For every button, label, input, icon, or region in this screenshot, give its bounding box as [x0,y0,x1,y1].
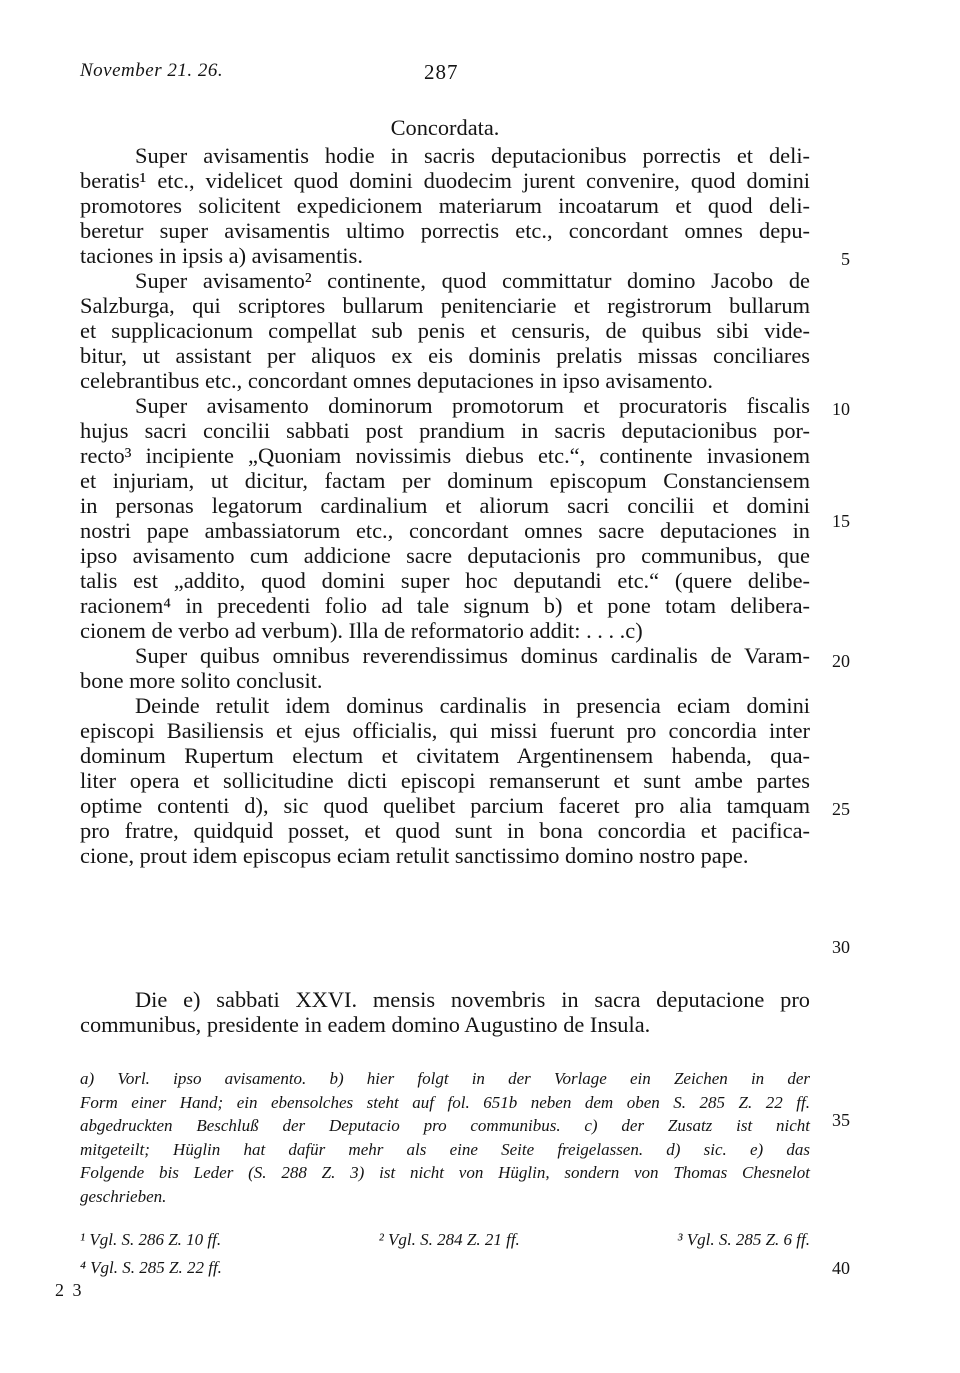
reference-note: ⁴ Vgl. S. 285 Z. 22 ff. [80,1258,222,1277]
text-line: optime contenti d), sic quod quelibet parcium faceret pro alia tamquam [80,793,810,818]
line-number: 5 [841,249,850,269]
line-number: 40 [832,1258,850,1278]
text-line: Salzburga, qui scriptores bullarum penitenciarie et registrorum bullarum [80,293,810,318]
text-line: bitur, ut assistant per aliquos ex eis dominis prelatis missas conciliares [80,343,810,368]
text-line: ipso avisamento cum addicione sacre deputacionis pro communibus, que [80,543,810,568]
text-line: et supplicacionum compellat sub penis et censuris, de quibus sibi vide- [80,318,810,343]
footnote-line: mitgeteilt; Hüglin hat dafür mehr als eine Seite freigelassen. d) sic. e) das [80,1139,810,1159]
session-line: communibus, presidente in eadem domino Augustino de Insula. [80,1012,651,1037]
text-line: nostri pape ambassiatorum etc., concordant omnes sacre deputaciones in [80,518,810,543]
printer-signature-mark: 2 3 [55,1280,84,1300]
text-line: bone more solito conclusit. [80,668,323,693]
text-line: racionem⁴ in precedenti folio ad tale signum b) et pone totam delibera- [80,593,810,618]
footnote-line: Folgende bis Leder (S. 288 Z. 3) ist nicht von Hüglin, sondern von Thomas Chesnelot [80,1163,810,1182]
line-number: 25 [832,799,850,819]
line-number: 30 [832,937,850,957]
footnote-line: a) Vorl. ipso avisamento. b) hier folgt in der Vorlage ein Zeichen in der [80,1069,810,1088]
footnote-line: Form einer Hand; ein ebensolches steht auf fol. 651b neben dem oben S. 285 Z. 22 ff. [80,1092,810,1112]
text-line: cionem de verbo ad verbum). Illa de reformatorio addit: . . . .c) [80,618,643,643]
source-references [80,1226,810,1282]
line-number: 20 [832,651,850,671]
text-line: dominum Rupertum electum et civitatem Argentinensem habenda, qua- [80,743,810,768]
text-line: pro fratre, quidquid posset, et quod sunt in bona concordia et pacifica- [80,818,810,843]
reference-note: ² Vgl. S. 284 Z. 21 ff. [378,1230,520,1249]
text-line: Super quibus omnibus reverendissimus dominus cardinalis de Varam- [135,643,810,668]
reference-note: ¹ Vgl. S. 286 Z. 10 ff. [80,1230,222,1249]
main-text [80,143,810,868]
text-line: et injuriam, ut dicitur, factam per dominum episcopum Constanciensem [80,468,810,493]
section-heading: Concordata. [390,115,500,140]
reference-row [80,1226,810,1254]
text-line: celebrantibus etc., concordant omnes deputaciones in ipso avisamento. [80,368,713,393]
running-header-date: November 21. 26. [80,60,224,81]
line-number: 35 [832,1110,850,1130]
session-paragraph [80,987,810,1037]
critical-footnotes [80,1067,810,1208]
text-line: taciones in ipsis a) avisamentis. [80,243,363,268]
text-line: liter opera et sollicitudine dicti episcopi remanserunt et sunt ambe partes [80,768,810,793]
reference-row [80,1254,810,1282]
text-line: Super avisamentis hodie in sacris deputacionibus porrectis et deli- [135,143,810,168]
text-line: beretur super avisamentis ultimo porrectis etc., concordant omnes depu- [80,218,810,243]
text-line: recto³ incipiente „Quoniam novissimis diebus etc.“, continente invasionem [80,443,810,468]
footnote-line: abgedruckten Beschluß der Deputacio pro communibus. c) der Zusatz ist nicht [80,1116,810,1135]
footnote-line: geschrieben. [80,1186,167,1206]
text-line: cione, prout idem episcopus eciam retulit sanctissimo domino nostro pape. [80,843,749,868]
reference-note: ³ Vgl. S. 285 Z. 6 ff. [677,1230,810,1249]
text-line: in personas legatorum cardinalium et aliorum sacri concilii et domini [80,493,810,518]
text-line: Super avisamento² continente, quod committatur domino Jacobo de [135,268,810,293]
session-line: Die e) sabbati XXVI. mensis novembris in sacra deputacione pro [135,987,810,1012]
text-line: Deinde retulit idem dominus cardinalis in presencia eciam domini [135,693,810,718]
text-line: hujus sacri concilii sabbati post prandium in sacris deputacionibus por- [80,418,810,443]
text-line: Super avisamento dominorum promotorum et procuratoris fiscalis [135,393,810,418]
text-line: promotores solicitent expedicionem materiarum incoatarum et quod deli- [80,193,810,218]
line-number: 15 [832,511,850,531]
text-line: talis est „addito, quod domini super hoc deputandi etc.“ (quere delibe- [80,568,810,593]
line-number: 10 [832,399,850,419]
page-number: 287 [424,60,459,84]
text-line: beratis¹ etc., videlicet quod domini duodecim jurent convenire, quod domini [80,168,810,193]
text-line: episcopi Basiliensis et ejus officialis, qui missi fuerunt pro concordia inter [80,718,810,743]
